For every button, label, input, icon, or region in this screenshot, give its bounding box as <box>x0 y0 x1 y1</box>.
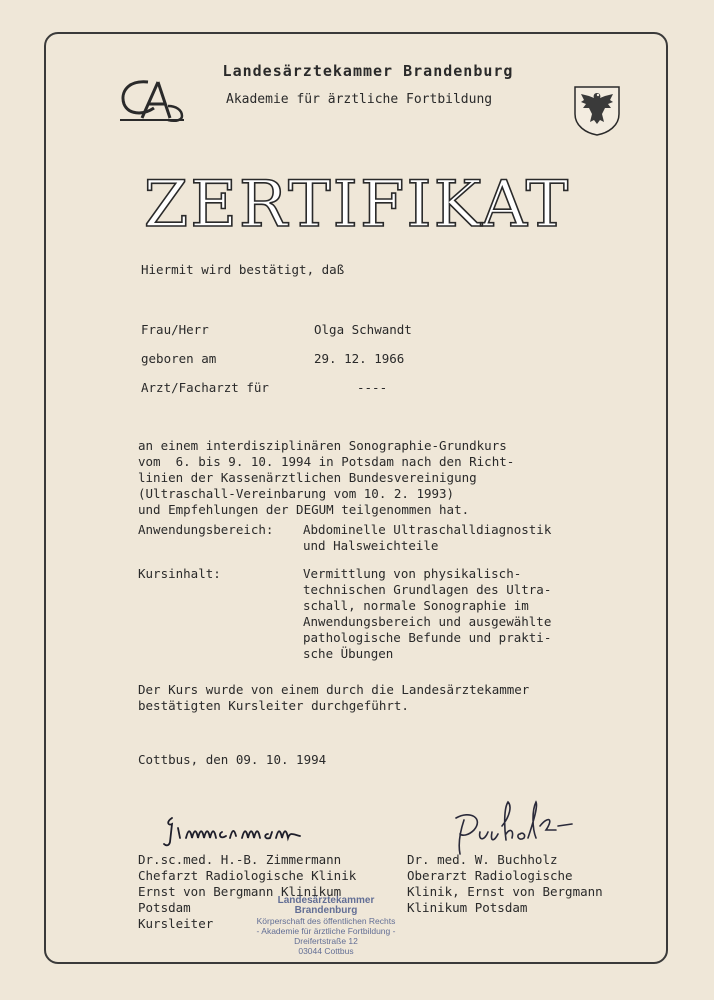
intro-text: Hiermit wird bestätigt, daß <box>141 262 345 277</box>
stamp-line: Landesärztekammer Brandenburg <box>277 895 375 916</box>
course-text-line: vom 6. bis 9. 10. 1994 in Potsdam nach den Richt- <box>138 454 515 469</box>
doctor-label: Arzt/Facharzt für <box>141 380 269 395</box>
signatory-left-line: Dr.sc.med. H.-B. Zimmermann <box>138 852 342 867</box>
stamp-line: 03044 Cottbus <box>298 946 354 956</box>
signatory-left-line: Potsdam <box>138 900 191 915</box>
birth-label: geboren am <box>141 351 217 366</box>
confirmation-line: bestätigten Kursleiter durchgeführt. <box>138 698 409 713</box>
name-value: Olga Schwandt <box>314 322 412 337</box>
brandenburg-eagle-crest-icon <box>572 84 622 136</box>
application-line: und Halsweichteile <box>303 538 439 553</box>
course-text-line: (Ultraschall-Vereinbarung vom 10. 2. 1993) <box>138 486 455 501</box>
course-text-line: an einem interdisziplinären Sonographie-Grundkurs <box>138 438 507 453</box>
signatory-right-line: Klinik, Ernst von Bergmann <box>407 884 603 899</box>
content-line: Vermittlung von physikalisch- <box>303 566 522 581</box>
signatory-right-line: Oberarzt Radiologische <box>407 868 573 883</box>
stamp-line: - Akademie für ärztliche Fortbildung - <box>256 926 396 936</box>
content-line: technischen Grundlagen des Ultra- <box>303 582 552 597</box>
name-label: Frau/Herr <box>141 322 209 337</box>
doctor-value: ---- <box>357 380 388 395</box>
signatory-right-line: Dr. med. W. Buchholz <box>407 852 558 867</box>
organization-name: Landesärztekammer Brandenburg <box>222 62 514 80</box>
place-date: Cottbus, den 09. 10. 1994 <box>138 752 327 767</box>
application-line: Abdominelle Ultraschalldiagnostik <box>303 522 552 537</box>
application-label: Anwendungsbereich: <box>138 522 274 537</box>
certificate-title: ZERTIFIKAT <box>143 168 571 242</box>
content-line: schall, normale Sonographie im <box>303 598 529 613</box>
content-label: Kursinhalt: <box>138 566 221 581</box>
course-text-line: linien der Kassenärztlichen Bundesvereinigung <box>138 470 477 485</box>
signatory-left-line: Ernst von Bergmann Klinikum <box>138 884 342 899</box>
stamp-line: Körperschaft des öffentlichen Rechts <box>256 916 396 926</box>
academy-name: Akademie für ärztliche Fortbildung <box>226 92 493 107</box>
signatory-left-line: Chefarzt Radiologische Klinik <box>138 868 357 883</box>
confirmation-line: Der Kurs wurde von einem durch die Landesärztekammer <box>138 682 530 697</box>
signatory-left-line: Kursleiter <box>138 916 214 931</box>
stamp-line: Dreifertstraße 12 <box>294 936 358 946</box>
birth-value: 29. 12. 1966 <box>314 351 405 366</box>
official-stamp <box>252 896 400 956</box>
signature-right <box>450 796 580 858</box>
course-text-line: und Empfehlungen der DEGUM teilgenommen hat. <box>138 502 470 517</box>
content-line: sche Übungen <box>303 646 394 661</box>
academy-logo-icon <box>118 78 188 124</box>
signatory-right-line: Klinikum Potsdam <box>407 900 528 915</box>
signature-left <box>160 812 340 848</box>
content-line: pathologische Befunde und prakti- <box>303 630 552 645</box>
content-line: Anwendungsbereich und ausgewählte <box>303 614 552 629</box>
